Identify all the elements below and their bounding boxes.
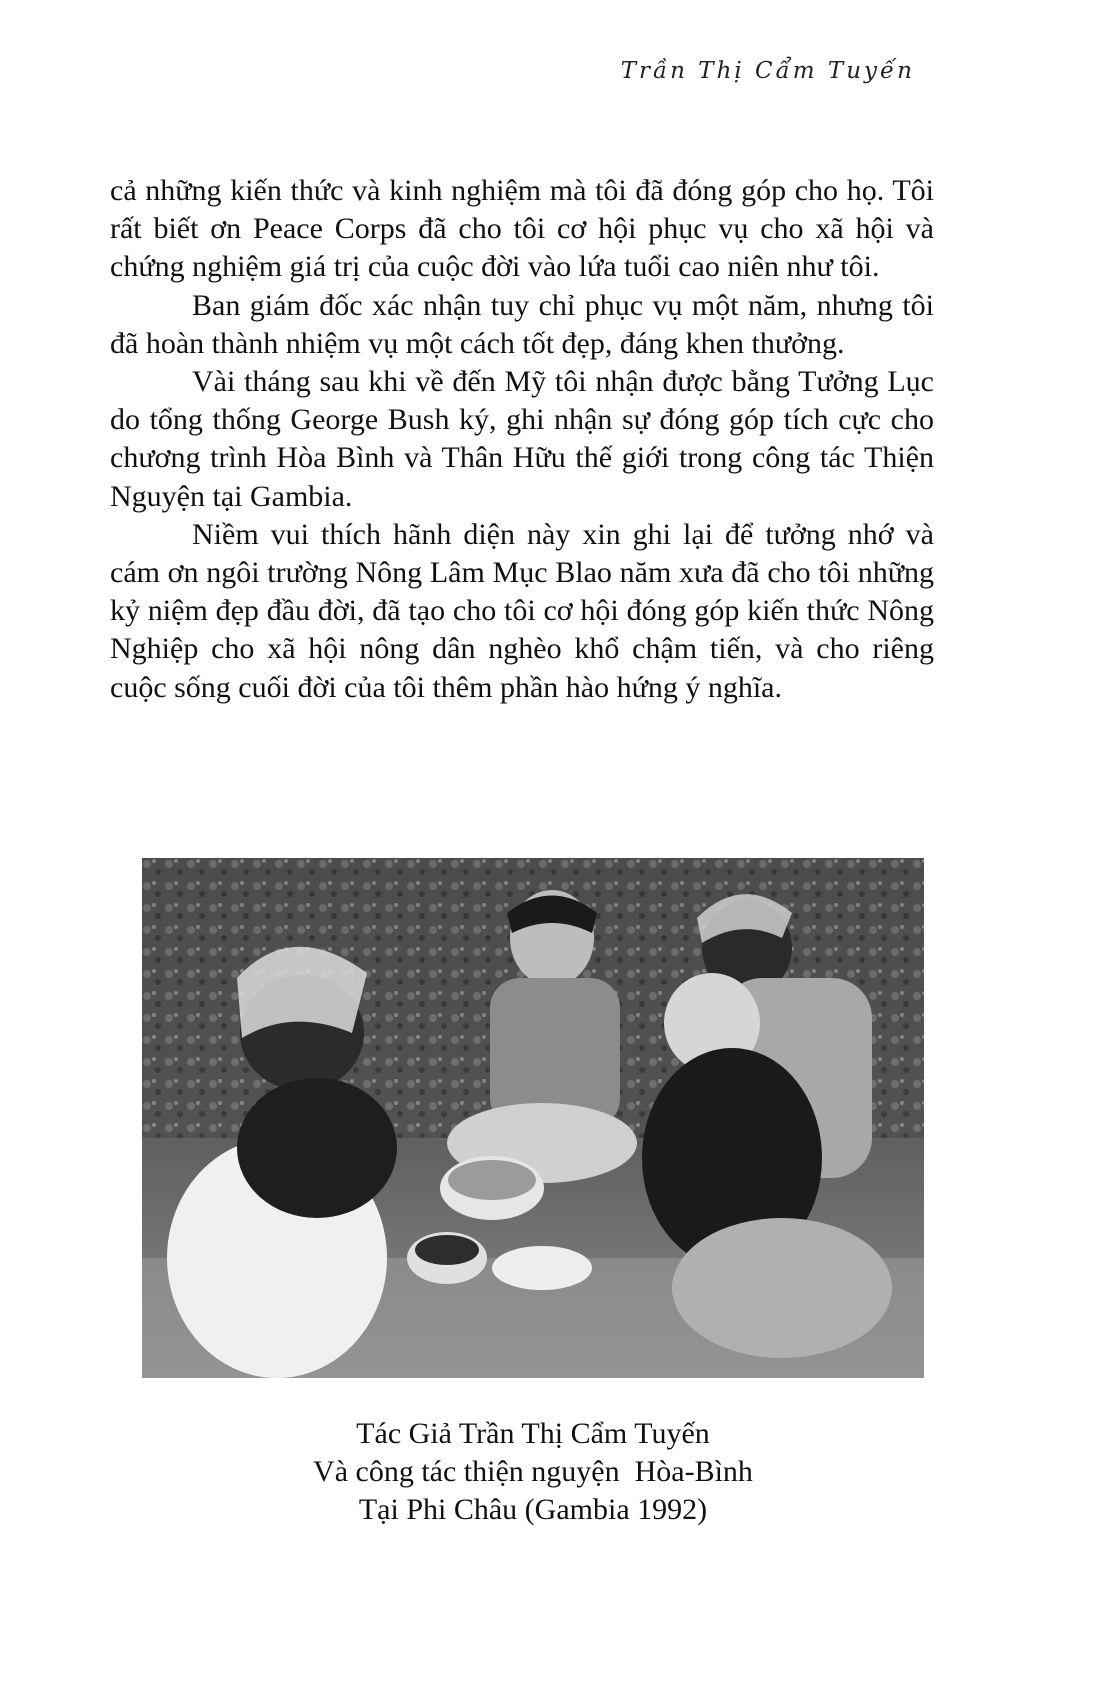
caption-line-1: Tác Giả Trần Thị Cẩm Tuyến [356, 1417, 710, 1450]
paragraph-4: Niềm vui thích hãnh diện này xin ghi lại để tưởng nhớ và cám ơn ngôi trường Nông Lâm Mục Blao năm xưa đã cho tôi những kỷ niệm đẹp đầu đời, đã tạo cho tôi cơ hội đóng góp kiến thức Nông Nghiệp cho xã hội nông dân nghèo khổ chậm tiến, và cho riêng cuộc sống cuối đời của tôi thêm phần hào hứng ý nghĩa. [110, 517, 934, 704]
paragraph-2: Ban giám đốc xác nhận tuy chỉ phục vụ một năm, nhưng tôi đã hoàn thành nhiệm vụ một cách tốt đẹp, đáng khen thưởng. [110, 288, 934, 360]
running-header: Trần Thị Cẩm Tuyến [620, 58, 915, 84]
paragraph-1: cả những kiến thức và kinh nghiệm mà tôi đã đóng góp cho họ. Tôi rất biết ơn Peace Corps đã cho tôi cơ hội phục vụ cho xã hội và chứng nghiệm giá trị của cuộc đời vào lứa tuổi cao niên như tôi. [110, 174, 934, 284]
photo-illustration [142, 858, 924, 1378]
photograph [142, 858, 924, 1378]
body-text [110, 172, 934, 707]
paragraph-3: Vài tháng sau khi về đến Mỹ tôi nhận được bằng Tưởng Lục do tổng thống George Bush ký, ghi nhận sự đóng góp tích cực cho chương trình Hòa Bình và Thân Hữu thế giới trong công tác Thiện Nguyện tại Gambia. [110, 365, 934, 513]
caption-line-3: Tại Phi Châu (Gambia 1992) [358, 1493, 708, 1526]
photo-caption [142, 1415, 924, 1529]
caption-line-2: Và công tác thiện nguyện Hòa-Bình [313, 1455, 753, 1488]
